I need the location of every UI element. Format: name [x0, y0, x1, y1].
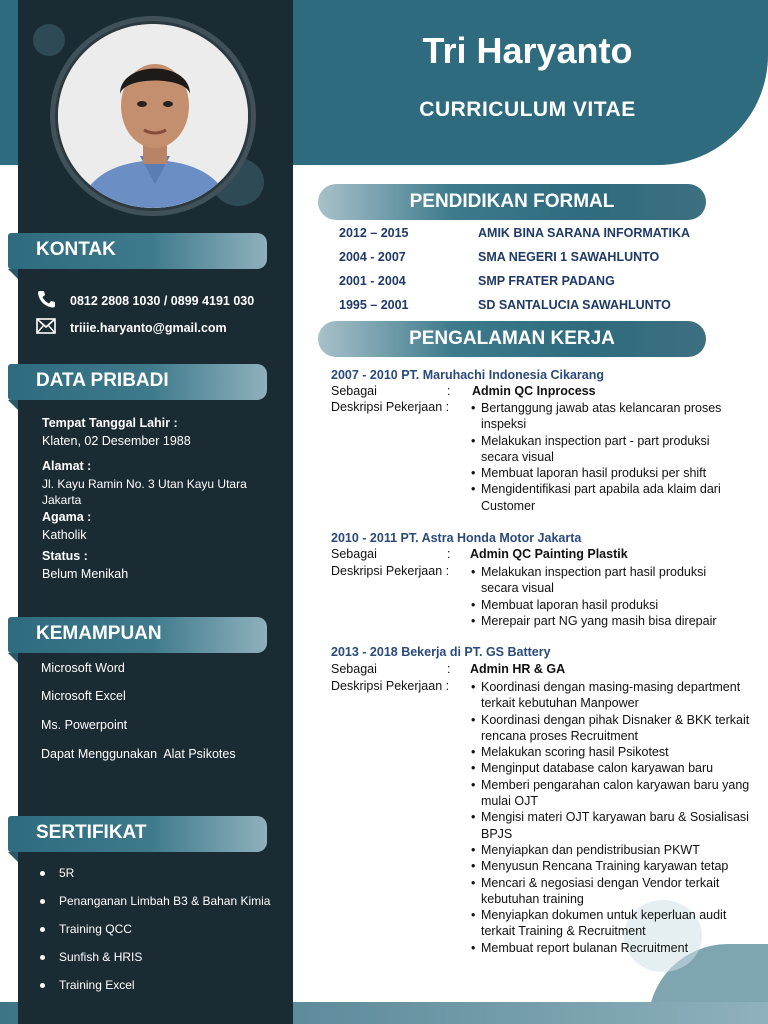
label-sebagai: Sebagai — [331, 547, 377, 561]
value-status: Belum Menikah — [42, 567, 129, 581]
profile-photo-frame — [50, 16, 256, 216]
label-agama: Agama : — [42, 510, 92, 524]
certificate-item: Training Excel — [40, 978, 135, 992]
education-school: SD SANTALUCIA SAWAHLUNTO — [478, 298, 671, 312]
job-description-item: • Koordinasi dengan pihak Disnaker & BKK terkait rencana proses Recruitment — [471, 712, 761, 745]
profile-photo — [58, 24, 248, 208]
job-description-item: • Merepair part NG yang masih bisa direpair — [471, 613, 741, 629]
job-description-item: • Mengisi materi OJT karyawan baru & Sosialisasi BPJS — [471, 809, 761, 842]
job-description-list — [471, 564, 741, 629]
section-heading-kontak: KONTAK — [8, 233, 267, 269]
job-role: Admin HR & GA — [470, 662, 566, 676]
job-description-item: • Mencari & negosiasi dengan Vendor terkait kebutuhan training — [471, 875, 761, 908]
label-deskripsi: Deskripsi Pekerjaan : — [331, 564, 450, 578]
section-heading-pendidikan: PENDIDIKAN FORMAL — [318, 184, 706, 220]
job-description-item: • Bertanggung jawab atas kelancaran proses inspeksi — [471, 400, 741, 433]
education-school: SMP FRATER PADANG — [478, 274, 615, 288]
education-year: 2004 - 2007 — [339, 250, 406, 264]
skill-item: Dapat Menggunakan Alat Psikotes — [41, 747, 236, 761]
label-deskripsi: Deskripsi Pekerjaan : — [331, 679, 450, 693]
job-description-item: • Memberi pengarahan calon karyawan baru yang mulai OJT — [471, 777, 761, 810]
label-status: Status : — [42, 549, 88, 563]
skill-item: Microsoft Excel — [41, 689, 126, 703]
section-heading-pengalaman: PENGALAMAN KERJA — [318, 321, 706, 357]
education-year: 2012 – 2015 — [339, 226, 409, 240]
value-ttl: Klaten, 02 Desember 1988 — [42, 434, 191, 448]
section-heading-data-pribadi: DATA PRIBADI — [8, 364, 267, 400]
envelope-icon — [36, 318, 70, 337]
certificate-item: Sunfish & HRIS — [40, 950, 142, 964]
job-role: Admin QC Painting Plastik — [470, 547, 628, 561]
certificate-item: Training QCC — [40, 922, 132, 936]
colon: : — [447, 547, 451, 561]
job-title: 2013 - 2018 Bekerja di PT. GS Battery — [331, 645, 551, 659]
job-description-item: • Membuat report bulanan Recruitment — [471, 940, 761, 956]
section-heading-sertifikat: SERTIFIKAT — [8, 816, 267, 852]
job-description-item: • Melakukan inspection part - part produksi secara visual — [471, 433, 741, 466]
email-address: triiie.haryanto@gmail.com — [70, 320, 227, 335]
job-description-item: • Membuat laporan hasil produksi — [471, 597, 741, 613]
skill-item: Microsoft Word — [41, 661, 125, 675]
person-name: Tri Haryanto — [422, 30, 633, 71]
job-role: Admin QC Inprocess — [472, 384, 596, 398]
label-sebagai: Sebagai — [331, 384, 377, 398]
label-deskripsi: Deskripsi Pekerjaan : — [331, 400, 450, 414]
document-subtitle: CURRICULUM VITAE — [419, 98, 636, 121]
education-school: AMIK BINA SARANA INFORMATIKA — [478, 226, 691, 240]
label-sebagai: Sebagai — [331, 662, 377, 676]
education-year: 2001 - 2004 — [339, 274, 406, 288]
job-description-item: • Menyiapkan dokumen untuk keperluan audit terkait Training & Recruitment — [471, 907, 761, 940]
certificate-item: Penanganan Limbah B3 & Bahan Kimia — [40, 894, 270, 908]
education-school: SMA NEGERI 1 SAWAHLUNTO — [478, 250, 660, 264]
phone-icon — [36, 290, 70, 311]
value-alamat-line2: Jakarta — [42, 493, 82, 507]
job-description-list — [471, 400, 741, 514]
section-heading-kemampuan: KEMAMPUAN — [8, 617, 267, 653]
colon: : — [447, 384, 451, 398]
value-alamat-line1: Jl. Kayu Ramin No. 3 Utan Kayu Utara — [42, 477, 247, 491]
job-description-item: • Koordinasi dengan masing-masing department terkait kebutuhan Manpower — [471, 679, 761, 712]
job-title: 2007 - 2010 PT. Maruhachi Indonesia Cikarang — [331, 368, 605, 382]
job-description-item: • Membuat laporan hasil produksi per shift — [471, 465, 741, 481]
job-description-item: • Mengidentifikasi part apabila ada klaim dari Customer — [471, 481, 741, 514]
decor-dot-top — [33, 24, 65, 56]
job-description-item: • Menginput database calon karyawan baru — [471, 760, 761, 776]
contact-phone — [36, 290, 254, 311]
job-description-item: • Melakukan inspection part hasil produksi secara visual — [471, 564, 741, 597]
label-ttl: Tempat Tanggal Lahir : — [42, 416, 178, 430]
skill-item: Ms. Powerpoint — [41, 718, 128, 732]
education-year: 1995 – 2001 — [339, 298, 409, 312]
phone-number: 0812 2808 1030 / 0899 4191 030 — [70, 293, 255, 308]
value-agama: Katholik — [42, 528, 87, 542]
contact-email — [36, 318, 227, 337]
job-description-item: • Melakukan scoring hasil Psikotest — [471, 744, 761, 760]
label-alamat: Alamat : — [42, 459, 92, 473]
colon: : — [447, 662, 451, 676]
job-description-list — [471, 679, 761, 956]
job-description-item: • Menyiapkan dan pendistribusian PKWT — [471, 842, 761, 858]
job-title: 2010 - 2011 PT. Astra Honda Motor Jakarta — [331, 531, 582, 545]
certificate-item: 5R — [40, 866, 74, 880]
job-description-item: • Menyusun Rencana Training karyawan tetap — [471, 858, 761, 874]
